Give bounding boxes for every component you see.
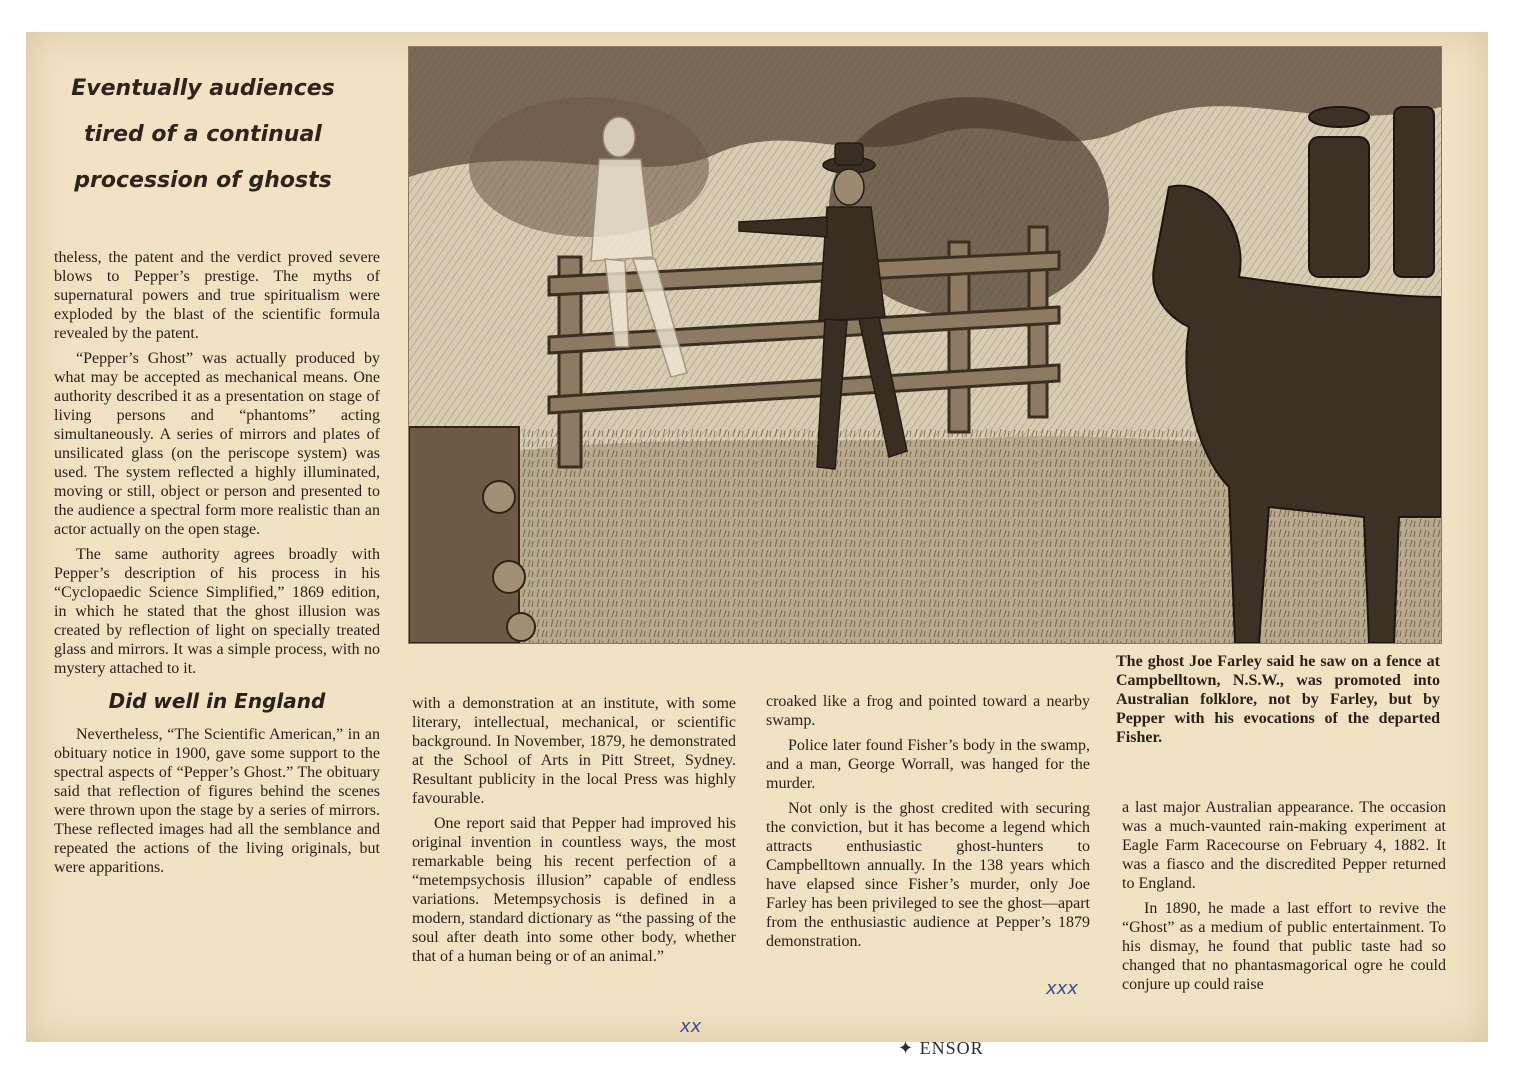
paragraph: “Pepper’s Ghost” was actually produced by what may be accepted as mechanical means. One authority described it as a presentation on stage of living persons and “phantoms” acting simultaneously. A series of mirrors and plates of unsilicated glass (on the periscope system) was used. The system reflected a highly illuminated, moving or still, object or person and presented to the audience a spectral form more realistic than an actor actually on the open stage.: [54, 350, 380, 538]
paragraph: a last major Australian appearance. The occasion was a much-vaunted rain-making experiment at Eagle Farm Racecourse on February 4, 1882. It was a fiasco and the discredited Pepper returned to England.: [1122, 799, 1446, 892]
text-column-2: [412, 694, 736, 972]
heading-line-3: procession of ghosts: [74, 168, 332, 193]
paragraph: One report said that Pepper had improved his original invention in countless ways, the most remarkable being his recent perfection of a “metempsychosis illusion” capable of endless variations. Metempsychosis is defined in a modern, standard dictionary as “the passing of the soul after death into some other body, whether that of a human being or of an animal.”: [412, 815, 736, 965]
engraving-picture: [409, 47, 1441, 643]
imprint-text: ENSOR: [919, 1038, 984, 1058]
engraving-illustration: [408, 46, 1442, 644]
paragraph: In 1890, he made a last effort to revive the “Ghost” as a medium of public entertainment. To his dismay, he found that public taste had so changed that no phantasmagorical ogre he could conjure up could raise: [1122, 900, 1446, 993]
article-heading: [40, 66, 366, 204]
paragraph: Nevertheless, “The Scientific American,” in an obituary notice in 1900, gave some support to the spectral aspects of “Pepper’s Ghost.” The obituary said that reflection of figures behind the scenes were thrown upon the stage by a series of mirrors. These reflected images had all the semblance and repeated the actions of the living originals, but were apparitions.: [54, 726, 380, 876]
bird-logo-icon: ✦: [898, 1038, 915, 1058]
paragraph: with a demonstration at an institute, with some literary, intellectual, mechanical, or scientific background. In November, 1879, he demonstrated at the School of Arts in Pitt Street, Sydney. Resultant publicity in the local Press was highly favourable.: [412, 695, 736, 807]
paragraph: croaked like a frog and pointed toward a nearby swamp.: [766, 693, 1090, 729]
handwritten-mark-xxx: xxx: [1046, 978, 1078, 999]
heading-line-1: Eventually audiences: [71, 76, 335, 101]
heading-line-2: tired of a continual: [84, 122, 322, 147]
illustration-caption: The ghost Joe Farley said he saw on a fence at Campbelltown, N.S.W., was promoted into Australian folklore, not by Farley, but by Pepper with his evocations of the departed Fisher.: [1116, 653, 1440, 746]
footer-imprint: [898, 1038, 984, 1059]
paragraph: theless, the patent and the verdict proved severe blows to Pepper’s prestige. The myths of supernatural powers and true spiritualism were exploded by the blast of the scientific formula revealed by the patent.: [54, 249, 380, 342]
paragraph: Police later found Fisher’s body in the swamp, and a man, George Worrall, was hanged for the murder.: [766, 737, 1090, 792]
text-column-1: [54, 248, 380, 883]
paragraph: The same authority agrees broadly with Pepper’s description of his process in his “Cyclopaedic Science Simplified,” 1869 edition, in which he stated that the ghost illusion was created by reflection of light on specially treated glass and mirrors. It was a simple process, with no mystery attached to it.: [54, 546, 380, 677]
paragraph: Not only is the ghost credited with securing the conviction, but it has become a legend which attracts enthusiastic ghost-hunters to Campbelltown annually. In the 138 years which have elapsed since Fisher’s murder, only Joe Farley has been privileged to see the ghost—apart from the enthusiastic audience at Pepper’s 1879 demonstration.: [766, 800, 1090, 950]
handwritten-mark-xx: xx: [680, 1016, 702, 1037]
text-column-3: [766, 692, 1090, 957]
text-column-4: [1122, 798, 1446, 1000]
subheading: Did well in England: [108, 689, 326, 713]
